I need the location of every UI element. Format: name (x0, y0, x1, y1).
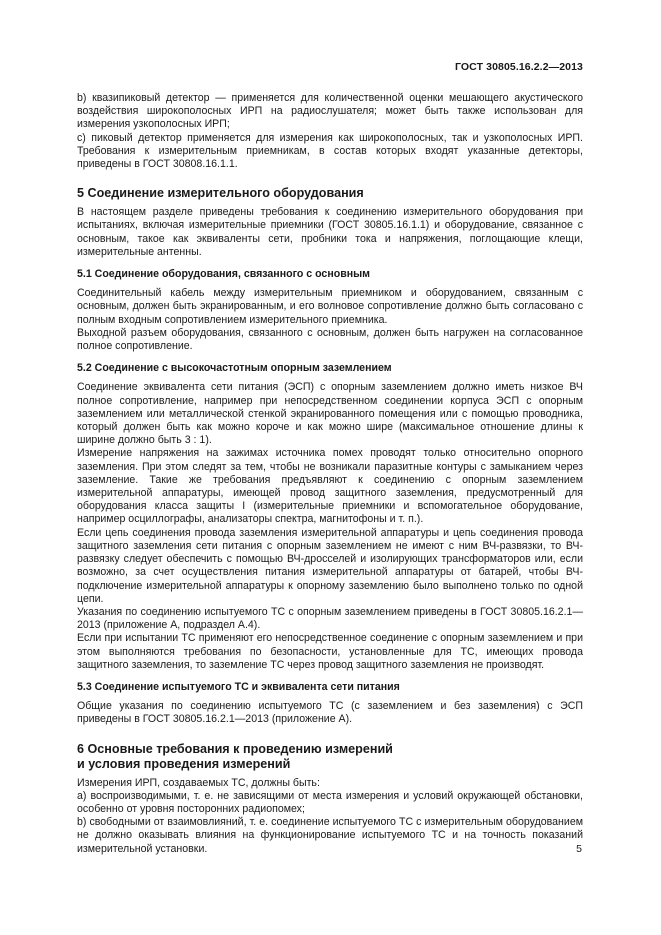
subsection-5-2-paragraph-4: Указания по соединению испытуемого ТС с опорным заземлением приведены в ГОСТ 30805.16.2.1—2013 (приложение А, подраздел А.4). (77, 605, 583, 632)
subsection-5-2-paragraph-5: Если при испытании ТС применяют его непосредственное соединение с опорным заземлением и при этом выполняются требования по безопасности, установленные для ТС, имеющих провода защитного заземления, то заземление ТС через провод защитного заземления не производят. (77, 632, 583, 671)
subsection-5-2-paragraph-3: Если цепь соединения провода заземления измерительной аппаратуры и цепь соединения провода защитного заземления сети питания с опорным заземлением не имеют с ним ВЧ-развязки, то ВЧ-развязку следует обеспечить с помощью ВЧ-дросселей и изолирующих трансформаторов или, если возможно, за счет осуществления питания измерительной аппаратуры от батарей, чтобы ВЧ-подключение измерительной аппаратуры к опорному заземлению было выполнено только по одной цепи. (77, 526, 583, 605)
section-6-item-a: а) воспроизводимыми, т. е. не зависящими от места измерения и условий окружающей обстановки, особенно от уровня посторонних радиопомех; (77, 789, 583, 815)
subsection-5-2-paragraph-1: Соединение эквивалента сети питания (ЭСП) с опорным заземлением должно иметь низкое ВЧ полное сопротивление, например при непосредственном соединении корпуса ЭСП с опорным заземлением или металлической стенкой экранированного помещения или с помощью проводника, который должен быть как можно короче и как можно шире (максимальное отношение длины к ширине должно быть 3 : 1). (77, 381, 583, 447)
subsection-5-3-paragraph: Общие указания по соединению испытуемого ТС (с заземлением и без заземления) с ЭСП приведены в ГОСТ 30805.16.2.1—2013 (приложение А). (77, 700, 583, 726)
section-5-title: 5 Соединение измерительного оборудования (77, 186, 364, 201)
section-6-title (77, 742, 583, 772)
page-number: 5 (576, 843, 582, 855)
section-6-title-line-2: и условия проведения измерений (77, 756, 291, 771)
subsection-5-1-paragraph-2: Выходной разъем оборудования, связанного с основным, должен быть нагружен на согласованное полное сопротивление. (77, 326, 583, 353)
subsection-5-2-title: 5.2 Соединение с высокочастотным опорным заземлением (77, 362, 392, 375)
page-content (77, 92, 583, 856)
intro-item-b: b) квазипиковый детектор — применяется для количественной оценки мешающего акустического воздействия широкополосных ИРП на радиослушателя; может быть также использован для измерения узкополосных ИРП; (77, 92, 583, 131)
intro-item-c: c) пиковый детектор применяется для измерения как широкополосных, так и узкополосных ИРП. Требования к измерительным приемникам, в состав которых входят указанные детекторы, приведены в ГОСТ 30808.16.1.1. (77, 131, 583, 171)
subsection-5-3-title: 5.3 Соединение испытуемого ТС и эквивалента сети питания (77, 680, 400, 693)
subsection-5-2-paragraph-2: Измерение напряжения на зажимах источника помех проводят только относительно опорного заземления. При этом следят за тем, чтобы не возникали паразитные контуры с замыканием через заземление. Такие же требования предъявляют к соединению с опорным заземлением измерительной аппаратуры, имеющей провод защитного заземления, предусмотренный для оборудования класса защиты I (измерительные приемники и вспомогательное оборудование, например осциллографы, анализаторы спектра, магнитофоны и т. п.). (77, 447, 583, 526)
section-5-paragraph: В настоящем разделе приведены требования к соединению измерительного оборудования при испытаниях, включая измерительные приемники (ГОСТ 30805.16.1.1) и оборудование, связанное с основным, такое как эквиваленты сети, пробники тока и напряжения, поглощающие клещи, измерительные антенны. (77, 206, 583, 258)
document-code: ГОСТ 30805.16.2.2—2013 (455, 61, 583, 73)
section-6-paragraph: Измерения ИРП, создаваемых ТС, должны быть: (77, 776, 320, 789)
subsection-5-1-paragraph-1: Соединительный кабель между измерительным приемником и оборудованием, связанным с основным, должен быть экранированным, и его волновое сопротивление должно быть согласовано с полным входным сопротивлением измерительного приемника. (77, 287, 583, 326)
subsection-5-1-title: 5.1 Соединение оборудования, связанного с основным (77, 268, 370, 281)
section-6-title-line-1: 6 Основные требования к проведению измерений (77, 741, 393, 756)
section-6-item-b: b) свободными от взаимовлияний, т. е. соединение испытуемого ТС с измерительным оборудованием не должно оказывать влияния на функционирование испытуемого ТС и на точность показаний измерительной установки. (77, 816, 583, 855)
